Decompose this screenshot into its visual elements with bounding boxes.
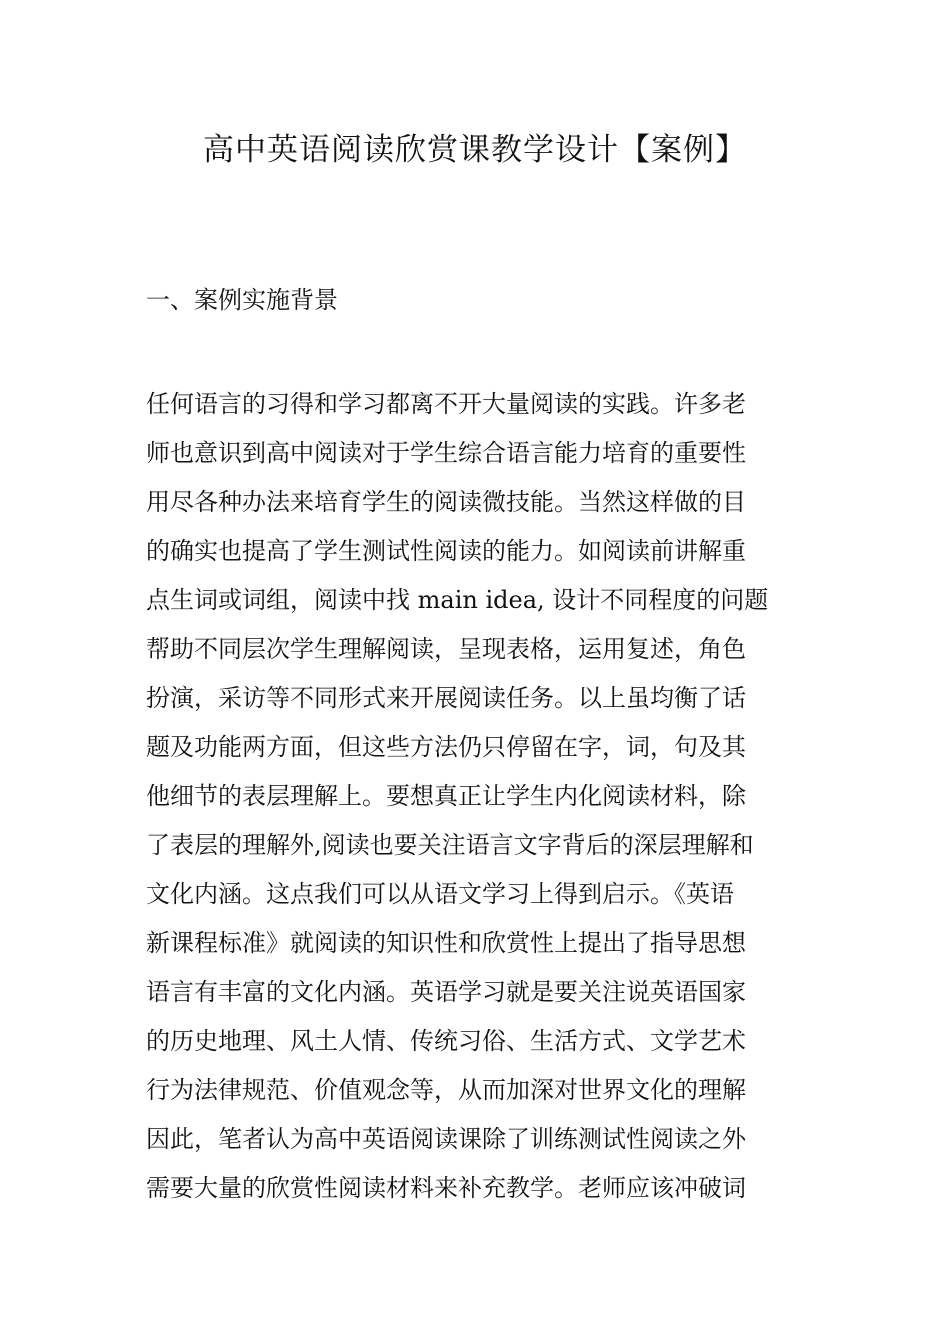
paragraph-line: 他细节的表层理解上。要想真正让学生内化阅读材料，除 <box>146 782 746 810</box>
paragraph-line: 师也意识到高中阅读对于学生综合语言能力培育的重要性 <box>146 439 746 467</box>
paragraph-line: 需要大量的欣赏性阅读材料来补充教学。老师应该冲破词 <box>146 1174 746 1202</box>
paragraph-line: 的历史地理、风土人情、传统习俗、生活方式、文学艺术 <box>146 1027 746 1055</box>
paragraph-line: 的确实也提高了学生测试性阅读的能力。如阅读前讲解重 <box>146 537 746 565</box>
paragraph-line: 了表层的理解外,阅读也要关注语言文字背后的深层理解和 <box>146 831 754 859</box>
paragraph-line: 新课程标准》就阅读的知识性和欣赏性上提出了指导思想 <box>146 929 746 957</box>
paragraph-line: 行为法律规范、价值观念等，从而加深对世界文化的理解 <box>146 1076 746 1104</box>
paragraph-line: 点生词或词组，阅读中找 main idea, 设计不同程度的问题 <box>146 586 769 614</box>
paragraph-line: 语言有丰富的文化内涵。英语学习就是要关注说英语国家 <box>146 978 746 1006</box>
paragraph-line: 用尽各种办法来培育学生的阅读微技能。当然这样做的目 <box>146 488 746 516</box>
body-paragraph <box>146 380 816 1213</box>
paragraph-line: 因此，笔者认为高中英语阅读课除了训练测试性阅读之外 <box>146 1125 746 1153</box>
document-title: 高中英语阅读欣赏课教学设计【案例】 <box>203 132 747 168</box>
section-heading: 一、案例实施背景 <box>146 286 338 314</box>
paragraph-line: 文化内涵。这点我们可以从语文学习上得到启示。《英语 <box>146 880 734 908</box>
paragraph-line: 任何语言的习得和学习都离不开大量阅读的实践。许多老 <box>146 390 746 418</box>
paragraph-line: 帮助不同层次学生理解阅读，呈现表格，运用复述，角色 <box>146 635 746 663</box>
paragraph-line: 扮演，采访等不同形式来开展阅读任务。以上虽均衡了话 <box>146 684 746 712</box>
paragraph-line: 题及功能两方面，但这些方法仍只停留在字，词，句及其 <box>146 733 746 761</box>
